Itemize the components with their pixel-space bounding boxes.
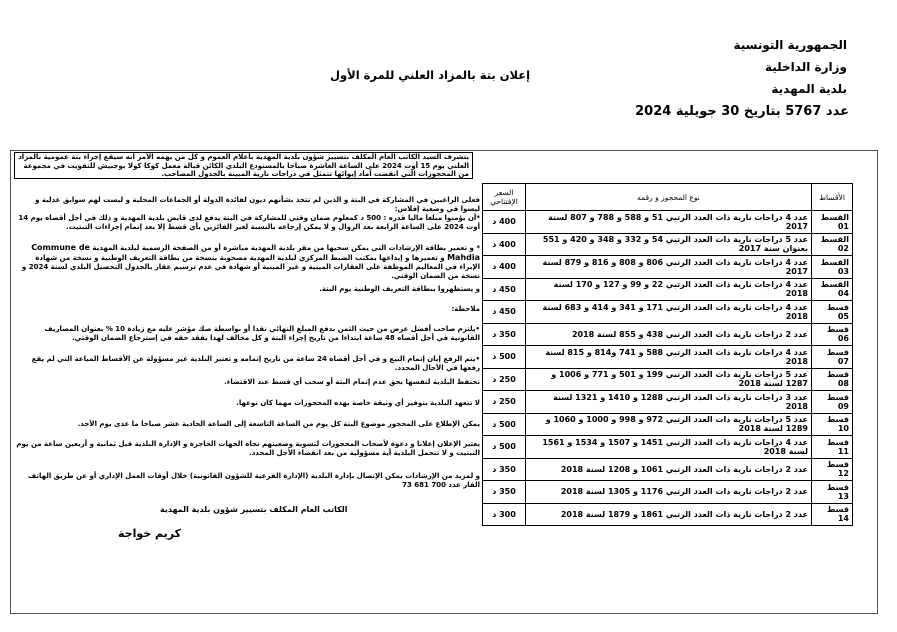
- row-type: عدد 2 دراجات نارية ذات العدد الرتبي 1061 و 1208 لسنة 2018: [526, 458, 812, 481]
- header-price: السعر الإفتتاحي: [483, 184, 526, 211]
- letterhead-country: الجمهورية التونسية: [733, 38, 847, 52]
- notes-title: ملاحظة:: [451, 305, 480, 313]
- header-type: نوع المحجوز و رقمه: [526, 184, 812, 211]
- row-price: 350 د: [483, 458, 526, 481]
- row-type: عدد 5 دراجات نارية ذات العدد الرتبي 972 و 998 و 1000 و 1060 و 1289 لسنة 2018: [526, 413, 812, 436]
- row-lot: قسط 08: [812, 368, 853, 391]
- row-price: 450 د: [483, 278, 526, 301]
- row-lot: القسط 01: [812, 211, 853, 234]
- table-row: [483, 503, 853, 526]
- row-lot: قسط 12: [812, 458, 853, 481]
- row-lot: القسط 04: [812, 278, 853, 301]
- signature-name: كريم خواجة: [118, 527, 182, 540]
- intro-paragraph: يتشرف السيد الكاتب العام المكلف بتسيير شؤون بلدية المهدية باعلام العموم و كل من يهمه الأمر انه سيقع إجراء بتة عمومية بالمزاد العلني يوم 15 أوت 2024 على الساعة العاشرة صباحا بالمستودع البلدي الكائن قبالة معمل كوكا كولا بوجبيش للتفويت في مجموعة من المحجوزات التي انقضت آماد إيوائها تتمثل في دراجات نارية المبينة بالجدول المصاحب.: [14, 152, 473, 179]
- row-price: 350 د: [483, 481, 526, 504]
- row-price: 300 د: [483, 503, 526, 526]
- row-price: 500 د: [483, 413, 526, 436]
- row-lot: قسط 05: [812, 301, 853, 324]
- row-lot: قسط 11: [812, 436, 853, 459]
- row-type: عدد 4 دراجات نارية ذات العدد الرتبي 171 و 341 و 414 و 683 لسنة 2018: [526, 301, 812, 324]
- row-price: 250 د: [483, 391, 526, 414]
- condition-form-link: Commune de Mahdia: [31, 243, 480, 262]
- row-type: عدد 2 دراجات نارية ذات العدد الرتبي 1176 و 1305 لسنة 2018: [526, 481, 812, 504]
- row-lot: القسط 02: [812, 233, 853, 256]
- reference-number: عدد 5767 بتاريخ 30 جويلية 2024: [635, 104, 849, 119]
- condition-deposit: *أن يؤمنوا مبلغا ماليا قدره : 500 د كمعلوم ضمان وقتي للمشاركة في البتة يدفع لدى قابض بلدية المهدية و ذلك في أجل أقصاه يوم 14 أوت 2024 على الساعة الرابعة بعد الزوال و لا يمكن إرجاعه بالنسبة لغير الفائزين بأي قسط إلا بعد إتمام إجراءات التبتيت.: [18, 214, 480, 231]
- condition-id: و يستظهروا ببطاقة التعريف الوطنية يوم البتة.: [319, 285, 480, 293]
- table-row: [483, 233, 853, 256]
- row-type: عدد 4 دراجات نارية ذات العدد الرتبي 22 و 99 و 127 و 170 لسنة 2018: [526, 278, 812, 301]
- table-row: [483, 391, 853, 414]
- row-type: عدد 5 دراجات نارية ذات العدد الرتبي 199 و 501 و 771 و 1006 و 1287 لسنة 2018: [526, 368, 812, 391]
- table-row: [483, 458, 853, 481]
- letterhead-municipality: بلدية المهدية: [771, 82, 847, 96]
- letterhead-ministry: وزارة الداخلية: [764, 60, 847, 74]
- table-row: [483, 278, 853, 301]
- table-row: [483, 481, 853, 504]
- row-lot: قسط 14: [812, 503, 853, 526]
- row-type: عدد 3 دراجات نارية ذات العدد الرتبي 1288 و 1410 و 1321 لسنة 2018: [526, 391, 812, 414]
- row-type: عدد 2 دراجات نارية ذات العدد الرتبي 1861 و 1879 لسنة 2018: [526, 503, 812, 526]
- row-lot: قسط 13: [812, 481, 853, 504]
- row-price: 350 د: [483, 323, 526, 346]
- row-price: 250 د: [483, 368, 526, 391]
- table-row: [483, 436, 853, 459]
- table-row: [483, 301, 853, 324]
- row-lot: القسط 03: [812, 256, 853, 279]
- signature-role: الكاتب العام المكلف بتسيير شؤون بلدية المهدية: [160, 505, 348, 514]
- table-row: [483, 323, 853, 346]
- row-type: عدد 4 دراجات نارية ذات العدد الرتبي 806 و 808 و 816 و 879 لسنة 2017: [526, 256, 812, 279]
- note-documents: لا تتعهد البلدية بتوفير أي وثيقة خاصة بهذه المحجوزات مهما كان نوعها.: [236, 399, 480, 407]
- row-price: 450 د: [483, 301, 526, 324]
- table-row: [483, 413, 853, 436]
- row-price: 500 د: [483, 346, 526, 369]
- row-type: عدد 4 دراجات نارية ذات العدد الرتبي 588 و 741 و814 و 815 لسنة 2018: [526, 346, 812, 369]
- document-title: إعلان بتة بالمزاد العلني للمرة الأول: [330, 68, 531, 82]
- note-payment: •يلتزم صاحب أفضل عرض من حيث الثمن بدفع المبلغ النهائي نقدا أو بواسطة صك مؤشر عليه مع زيادة 10 % بعنوان المصاريف القانونية في أجل أقصاه 48 ساعة ابتداءا من تاريخ إجراء البتة و كل مخالف لهذا يفقد حقه في إسترجاع الضمان الوقتي.: [44, 325, 480, 342]
- row-type: عدد 4 دراجات نارية ذات العدد الرتبي 51 و 588 و 788 و 807 لسنة 2017: [526, 211, 812, 234]
- letterhead: [733, 34, 847, 100]
- condition-form: [14, 243, 480, 281]
- table-header-row: [483, 184, 853, 211]
- row-price: 400 د: [483, 256, 526, 279]
- condition-form-part2: و تعميرها و إيداعها بمكتب الضبط المركزي لبلدية المهدية مصحوبة بنسخة من بطاقة التعريف الوطنية و نسخة من شهادة الإبراء في المعاليم الموظفة على العقارات المبنية و غير المبنية أو شهادة في عدم ترسيم عقار بالجدول التحصيل البلدي لسنة 2024 و نسخة من الضمان الوقتي.: [21, 254, 480, 280]
- note-viewing: يمكن الإطلاع على المحجوز موضوع البتة كل يوم من الساعة التاسعة إلى الساعة الحادية عشر صباحا ما عدى يوم الأحد.: [77, 420, 480, 428]
- condition-eligibility: فعلى الراغبين في المشاركة في البتة و الذين لم تتخذ بشأنهم ديون لفائدة الدولة أو الجماعات المحلية و ليست لهم سوابق عدلية و ليسوا في وضعية إفلاس:: [35, 196, 480, 213]
- row-lot: قسط 10: [812, 413, 853, 436]
- note-contact: و لمزيد من الإرشادات يمكن الإتصال بإدارة البلدية (الإدارة الفرعية للشؤون القانونية) خلال أوقات العمل الإداري أو عن طريق الهاتف القار عدد 700 681 73: [27, 472, 480, 489]
- note-removal: •يتم الرفع إبان إتمام البيع و في أجل أقصاه 24 ساعة من تاريخ إتمامه و تعتبر البلدية غير مسؤولة عن الأقساط المباعة التي لم يقع رفعها في الآجال المحدد.: [31, 355, 480, 372]
- table-row: [483, 211, 853, 234]
- row-type: عدد 2 دراجات نارية ذات العدد الرتبي 438 و 855 لسنة 2018: [526, 323, 812, 346]
- table-row: [483, 346, 853, 369]
- row-lot: قسط 09: [812, 391, 853, 414]
- header-lot: الأقساط: [812, 184, 853, 211]
- row-price: 400 د: [483, 211, 526, 234]
- note-owners: يعتبر الإعلان إعلانا و دعوة لأصحاب المحجوزات لتسوية وضعيتهم تجاه الجهات الحاجزة و الإدارة البلدية قبل ثمانية و أربعين ساعة من يوم التبتيت و لا تتحمل البلدية أية مسؤولية من بعد انقضاء الأجل المحدد.: [16, 440, 480, 457]
- lots-table: [482, 183, 853, 526]
- table-row: [483, 368, 853, 391]
- table-row: [483, 256, 853, 279]
- row-lot: قسط 06: [812, 323, 853, 346]
- note-withdraw: تحتفظ البلدية لنفسها بحق عدم إتمام البتة أو سحب أي قسط عند الاقتضاء.: [224, 378, 480, 386]
- condition-form-part1: * و تعمير بطاقة الإرشادات التي يمكن سحبها من مقر بلدية المهدية مباشرة أو من الصفحة الرسمية لبلدية المهدية: [92, 244, 480, 252]
- row-price: 500 د: [483, 436, 526, 459]
- row-type: عدد 4 دراجات نارية ذات العدد الرتبي 1451 و 1507 و 1534 و 1561 لسنة 2018: [526, 436, 812, 459]
- row-price: 400 د: [483, 233, 526, 256]
- row-type: عدد 5 دراجات نارية ذات العدد الرتبي 54 و 332 و 348 و 420 و 551 بعنوان سنة 2017: [526, 233, 812, 256]
- row-lot: قسط 07: [812, 346, 853, 369]
